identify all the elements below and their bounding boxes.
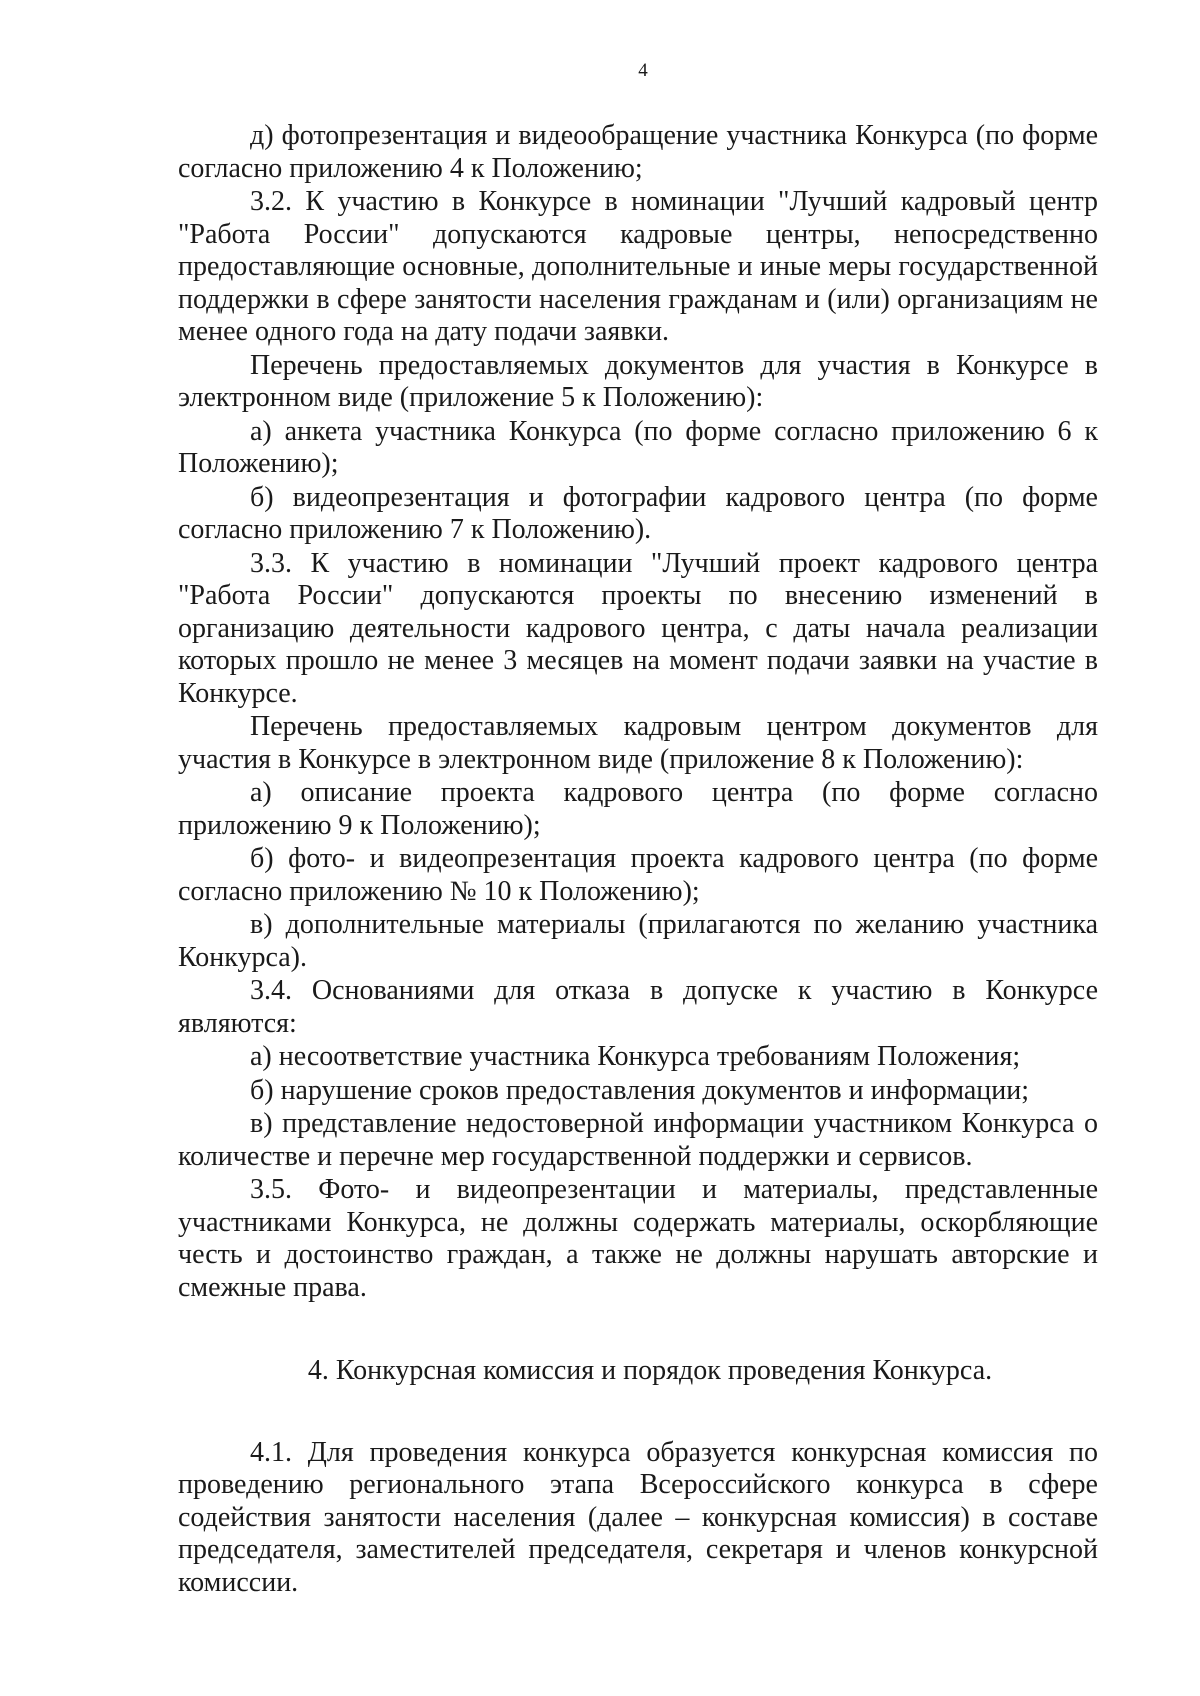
- paragraph-a-project-description: а) описание проекта кадрового центра (по форме согласно приложению 9 к Положению);: [178, 777, 1098, 841]
- paragraph-3-2: 3.2. К участию в Конкурсе в номинации "Лучший кадровый центр "Работа России" допускаются кадровые центры, непосредственно предоставляющие основные, дополнительные и иные меры государственной поддержки в сфере занятости населения гражданам и (или) организациям не менее одного года на дату подачи заявки.: [178, 186, 1098, 347]
- paragraph-3-4: 3.4. Основаниями для отказа в допуске к участию в Конкурсе являются:: [178, 975, 1098, 1039]
- page-number: 4: [638, 60, 648, 81]
- paragraph-v-false-information: в) представление недостоверной информации участником Конкурса о количестве и перечне мер государственной поддержки и сервисов.: [178, 1108, 1098, 1172]
- paragraph-4-1: 4.1. Для проведения конкурса образуется конкурсная комиссия по проведению регионального этапа Всероссийского конкурса в сфере содействия занятости населения (далее – конкурсная комиссия) в составе председателя, заместителей председателя, секретаря и членов конкурсной комиссии.: [178, 1436, 1098, 1598]
- section-heading: 4. Конкурсная комиссия и порядок проведения Конкурса.: [307, 1355, 993, 1386]
- paragraph-3-5: 3.5. Фото- и видеопрезентации и материалы, представленные участниками Конкурса, не должны содержать материалы, оскорбляющие честь и достоинство граждан, а также не должны нарушать авторские и смежные права.: [178, 1174, 1098, 1303]
- paragraph-v-additional-materials: в) дополнительные материалы (прилагаются по желанию участника Конкурса).: [178, 909, 1098, 973]
- paragraph-d-photo-presentation: д) фотопрезентация и видеообращение участника Конкурса (по форме согласно приложению 4 к Положению;: [178, 120, 1098, 184]
- paragraph-a-nonconformity: а) несоответствие участника Конкурса требованиям Положения;: [250, 1041, 1021, 1072]
- paragraph-documents-list-2: Перечень предоставляемых кадровым центром документов для участия в Конкурсе в электронном виде (приложение 8 к Положению):: [178, 711, 1098, 775]
- paragraph-b-video-presentation: б) видеопрезентация и фотографии кадрового центра (по форме согласно приложению 7 к Положению).: [178, 481, 1098, 545]
- paragraph-b-deadline-violation: б) нарушение сроков предоставления документов и информации;: [250, 1074, 1030, 1106]
- paragraph-3-3: 3.3. К участию в номинации "Лучший проект кадрового центра "Работа России" допускаются проекты по внесению изменений в организацию деятельности кадрового центра, с даты начала реализации которых прошло не менее 3 месяцев на момент подачи заявки на участие в Конкурсе.: [178, 547, 1098, 709]
- paragraph-a-questionnaire: а) анкета участника Конкурса (по форме согласно приложению 6 к Положению);: [178, 415, 1098, 479]
- document-page: [178, 60, 1098, 1600]
- paragraph-b-project-presentation: б) фото- и видеопрезентация проекта кадрового центра (по форме согласно приложению № 10 к Положению);: [178, 843, 1098, 907]
- paragraph-documents-list-1: Перечень предоставляемых документов для участия в Конкурсе в электронном виде (приложение 5 к Положению):: [178, 349, 1098, 413]
